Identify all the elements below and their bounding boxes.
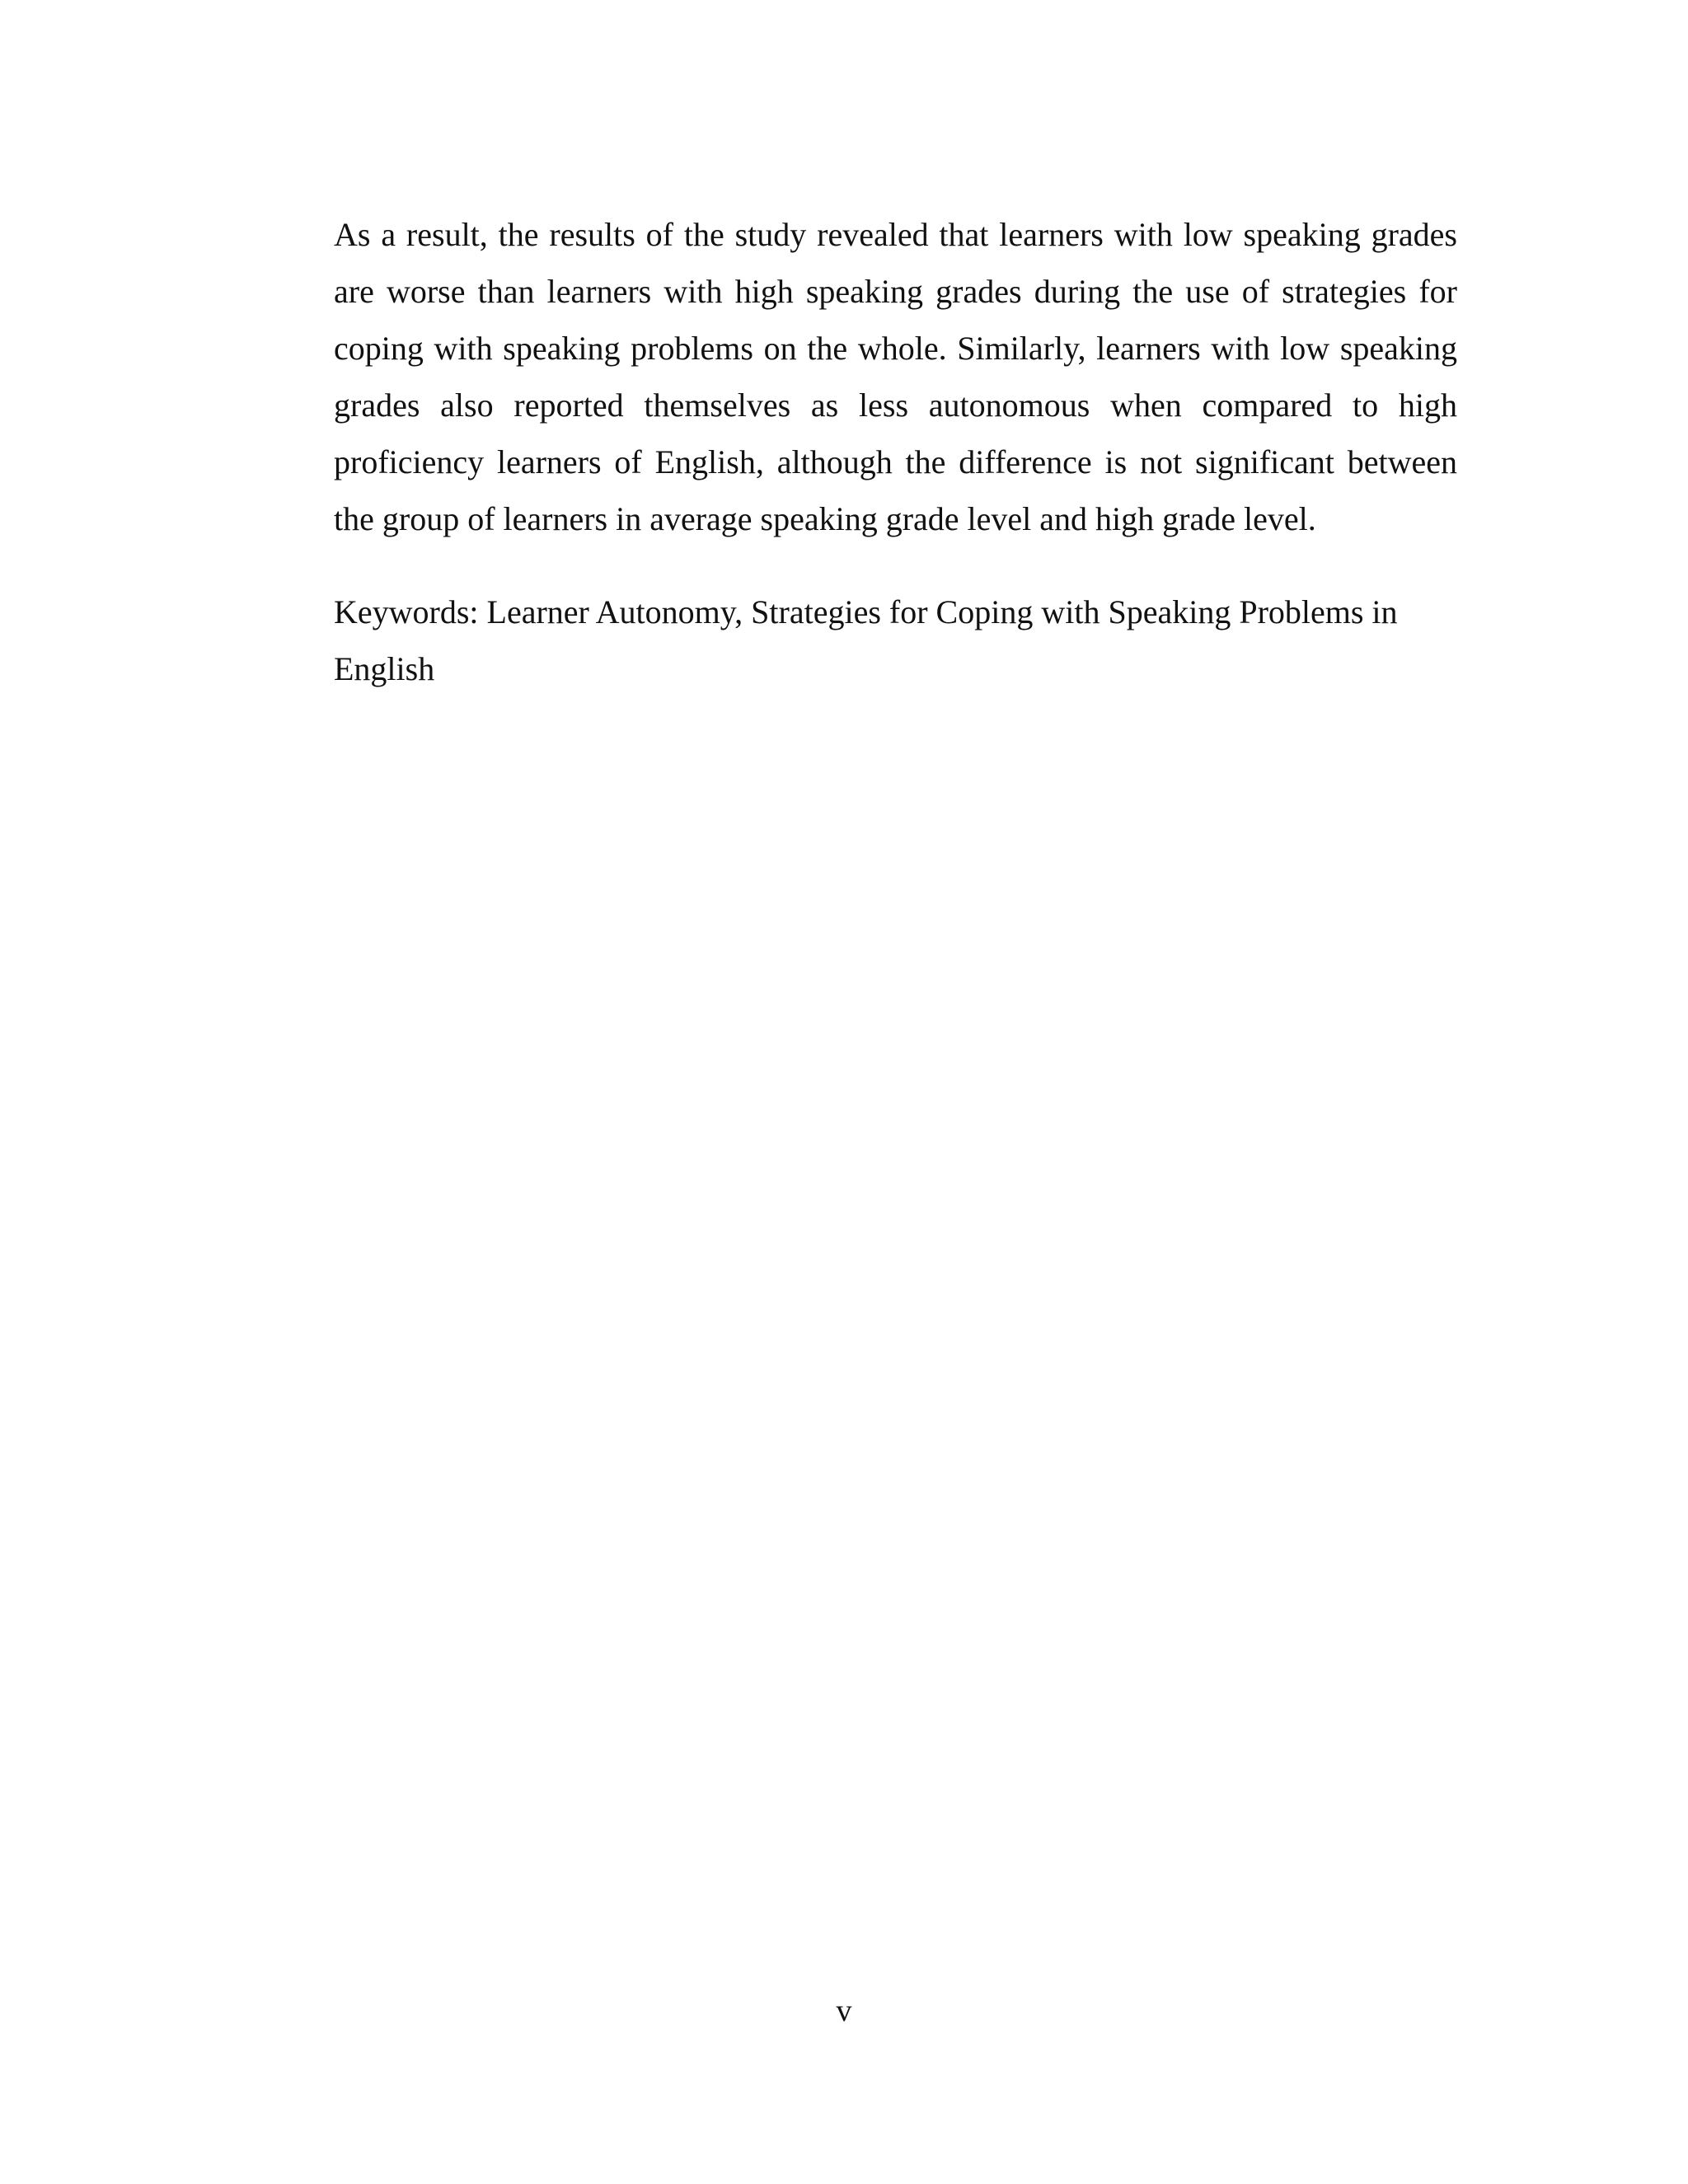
page-content bbox=[334, 206, 1457, 697]
keywords-paragraph: Keywords: Learner Autonomy, Strategies for Coping with Speaking Problems in English bbox=[334, 593, 1398, 687]
page-number: v bbox=[836, 1994, 852, 2028]
abstract-paragraph: As a result, the results of the study revealed that learners with low speaking grades are worse than learners with high speaking grades during the use of strategies for coping with speaking problems on the whole. Similarly, learners with low speaking grades also reported themselves as less autonomous when compared to high proficiency learners of English, although the difference is not significant between the group of learners in average speaking grade level and high grade level. bbox=[334, 216, 1457, 537]
